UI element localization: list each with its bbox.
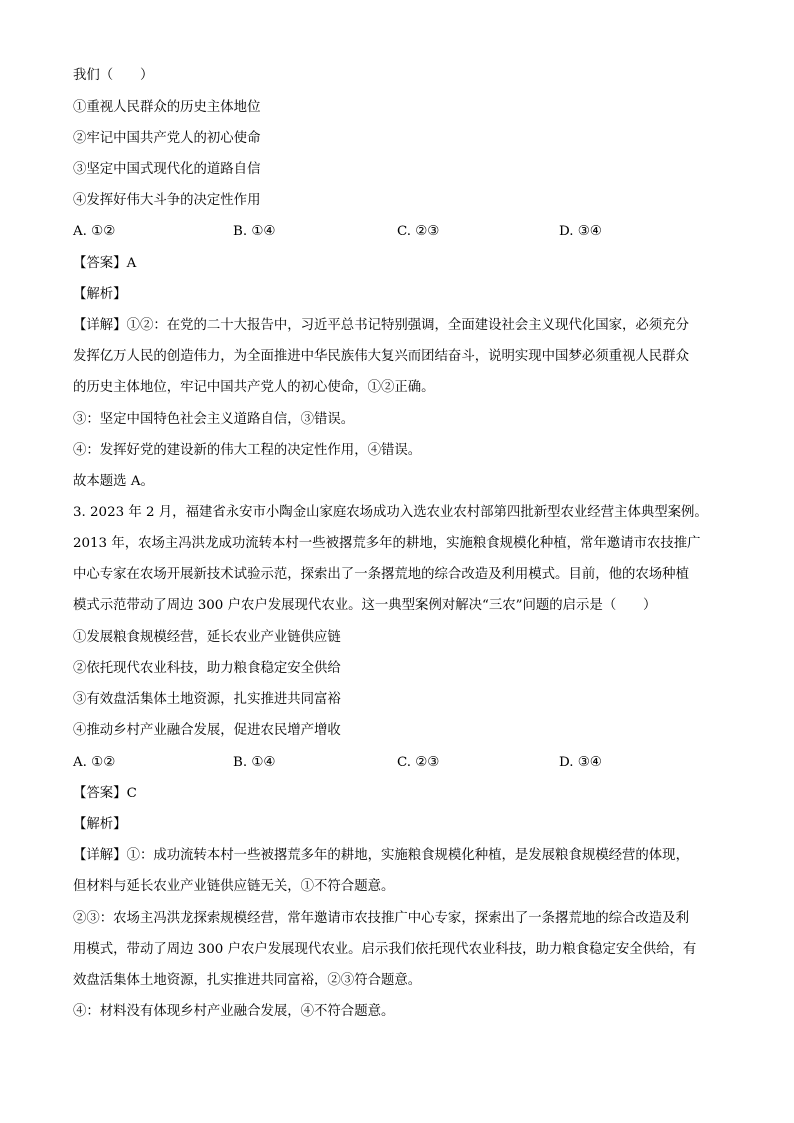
q3-analysis-tag [73,816,127,834]
q2-item-1: ①重视人民群众的历史主体地位 [73,100,261,115]
q2-option-c: C. ②③ [397,224,440,239]
q3-item-2: ②依托现代农业科技，助力粮食稳定安全供给 [73,661,341,676]
q3-stem-line-3: 中心专家在农场开展新技术试验示范，探索出了一条撂荒地的综合改造及利用模式。目前，他的农场种植 [73,567,689,582]
q2-stem-tail: 我们（ ） [73,68,154,83]
q3-detail-tag: 【详解】 [73,848,127,863]
q3-answer [73,785,137,803]
q3-detail-line-2: 但材料与延长农业产业链供应链无关，①不符合题意。 [73,879,395,894]
q2-item-3: ③坚定中国式现代化的道路自信 [73,162,261,177]
q3-answer-tag: 【答案】 [73,786,127,801]
q2-detail-text-1: ①②：在党的二十大报告中，习近平总书记特别强调，全面建设社会主义现代化国家，必须充分 [126,318,689,333]
q2-detail-line-1 [73,317,689,335]
q3-stem-line-1: 3. 2023 年 2 月，福建省永安市小陶金山家庭农场成功入选农业农村部第四批新型农业经营主体典型案例。 [73,505,708,520]
q2-option-b: B. ①④ [233,224,276,239]
q3-stem-line-2: 2013 年，农场主冯洪龙成功流转本村一些被撂荒多年的耕地，实施粮食规模化种植，常年邀请市农技推广 [73,536,701,551]
q3-item-1: ①发展粮食规模经营，延长农业产业链供应链 [73,630,341,645]
q2-conclusion: 故本题选 A。 [73,474,154,489]
q3-stem-line-4: 模式示范带动了周边 300 户农户发展现代农业。这一典型案例对解决“三农”问题的启示是（ ） [73,598,657,613]
q3-detail-line-5: 效盘活集体土地资源，扎实推进共同富裕，②③符合题意。 [73,973,422,988]
q2-option-d: D. ③④ [559,224,602,239]
q3-options [73,754,713,772]
q3-detail-text-1: ①：成功流转本村一些被撂荒多年的耕地，实施粮食规模化种植，是发展粮食规模经营的体现， [126,848,689,863]
q2-detail-line-3: 的历史主体地位，牢记中国共产党人的初心使命，①②正确。 [73,380,435,395]
q2-analysis-tag [73,286,127,304]
q2-analysis-label: 【解析】 [73,287,127,302]
q3-detail-line-3: ②③：农场主冯洪龙探索规模经营，常年邀请市农技推广中心专家，探索出了一条撂荒地的综合改造及利 [73,911,689,926]
q2-detail-tag: 【详解】 [73,318,127,333]
q3-detail-line-6: ④：材料没有体现乡村产业融合发展，④不符合题意。 [73,1004,395,1019]
q2-options [73,223,713,241]
q2-item-4: ④发挥好伟大斗争的决定性作用 [73,193,261,208]
q2-item-2: ②牢记中国共产党人的初心使命 [73,131,261,146]
q3-detail-line-1 [73,847,689,865]
q3-option-d: D. ③④ [559,755,602,770]
q3-option-c: C. ②③ [397,755,440,770]
q3-option-b: B. ①④ [233,755,276,770]
q3-analysis-label: 【解析】 [73,817,127,832]
q3-option-a: A. ①② [73,755,116,770]
q2-detail-line-2: 发挥亿万人民的创造伟力，为全面推进中华民族伟大复兴而团结奋斗，说明实现中国梦必须重视人民群众 [73,349,689,364]
q2-answer-value: A [126,256,137,271]
q3-item-3: ③有效盘活集体土地资源，扎实推进共同富裕 [73,692,341,707]
q2-detail-line-5: ④：发挥好党的建设新的伟大工程的决定性作用，④错误。 [73,443,422,458]
q3-answer-value: C [126,786,137,801]
q2-answer-tag: 【答案】 [73,256,127,271]
q2-detail-line-4: ③：坚定中国特色社会主义道路自信，③错误。 [73,412,355,427]
q2-option-a: A. ①② [73,224,116,239]
q3-item-4: ④推动乡村产业融合发展，促进农民增产增收 [73,723,341,738]
q3-detail-line-4: 用模式，带动了周边 300 户农户发展现代农业。启示我们依托现代农业科技，助力粮食稳定安全供给，有 [73,942,697,957]
q2-answer [73,255,136,273]
